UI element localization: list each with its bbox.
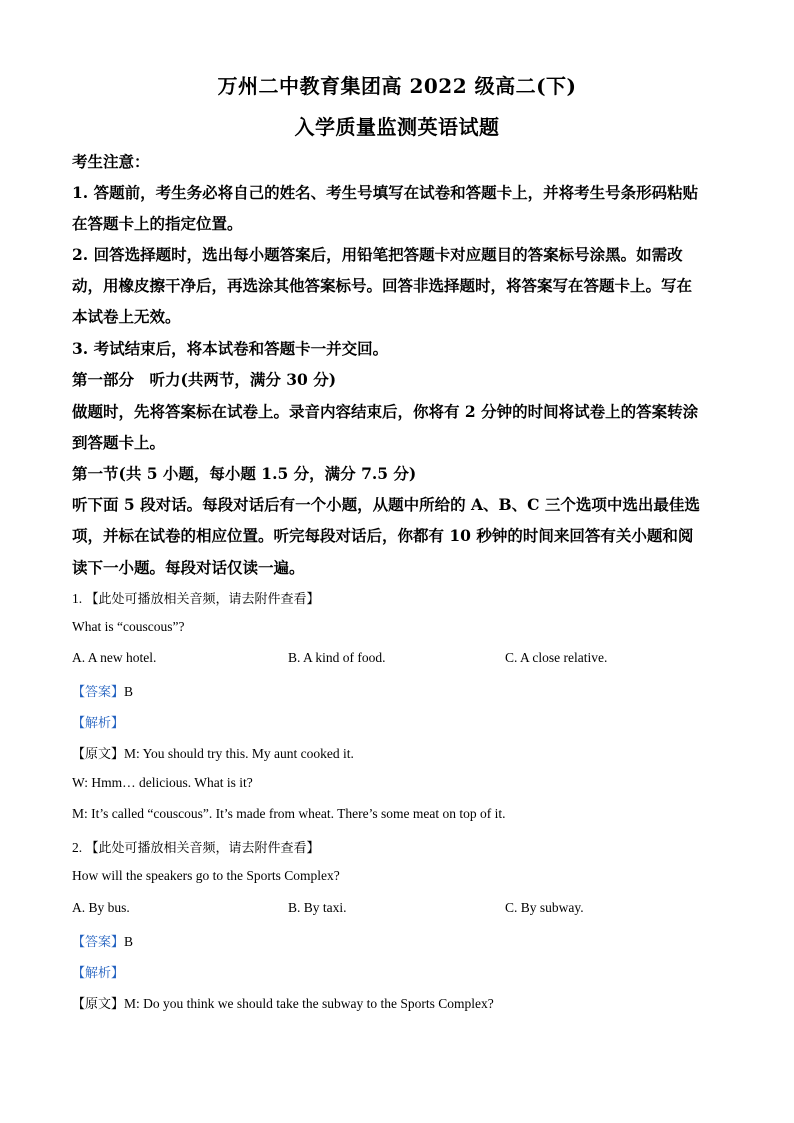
question-1-option-b: B. A kind of food. bbox=[288, 650, 386, 665]
question-1-option-c: C. A close relative. bbox=[505, 650, 608, 665]
question-1-option-a: A. A new hotel. bbox=[72, 650, 157, 665]
section-1-desc-line-1: 听下面 5 段对话。每段对话后有一个小题，从题中所给的 A、B、C 三个选项中选出最佳选 bbox=[72, 495, 700, 514]
section-1-heading: 第一节(共 5 小题，每小题 1.5 分，满分 7.5 分) bbox=[72, 464, 417, 483]
notice-item-2-line-3: 本试卷上无效。 bbox=[72, 307, 181, 326]
answer-value: B bbox=[124, 684, 134, 699]
section-1-desc-line-3: 读下一小题。每段对话仅读一遍。 bbox=[72, 558, 305, 577]
question-2-option-b: B. By taxi. bbox=[288, 900, 347, 915]
notice-item-2-line-2: 动，用橡皮擦干净后，再选涂其他答案标号。回答非选择题时，将答案写在答题卡上。写在 bbox=[72, 276, 693, 295]
answer-label: 【答案】 bbox=[72, 685, 125, 700]
question-2-text: How will the speakers go to the Sports Complex? bbox=[72, 868, 340, 883]
notice-heading: 考生注意： bbox=[72, 152, 150, 171]
question-1-transcript-line-1 bbox=[72, 743, 354, 762]
notice-item-1-line-1: 1. 答题前，考生务必将自己的姓名、考生号填写在试卷和答题卡上，并将考生号条形码粘贴 bbox=[72, 183, 699, 202]
section-1-desc-line-2: 项，并标在试卷的相应位置。听完每段对话后，你都有 10 秒钟的时间来回答有关小题和阅 bbox=[72, 526, 694, 545]
audio-note[interactable]: 【此处可播放相关音频，请去附件查看】 bbox=[85, 841, 320, 856]
question-1-transcript-line-2: W: Hmm… delicious. What is it? bbox=[72, 775, 253, 790]
question-2-analysis bbox=[72, 962, 124, 981]
answer-value: B bbox=[124, 934, 134, 949]
analysis-label: 【解析】 bbox=[72, 716, 125, 731]
part-1-desc-line-2: 到答题卡上。 bbox=[72, 433, 166, 452]
question-2-transcript-line-1 bbox=[72, 993, 494, 1012]
question-1-text: What is “couscous”? bbox=[72, 619, 185, 634]
question-2-option-a: A. By bus. bbox=[72, 900, 130, 915]
question-1-analysis bbox=[72, 712, 124, 731]
question-number: 1. bbox=[72, 591, 83, 606]
notice-item-1-line-2: 在答题卡上的指定位置。 bbox=[72, 214, 243, 233]
question-1-answer bbox=[72, 681, 133, 700]
question-number: 2. bbox=[72, 840, 83, 855]
question-1-transcript-line-3: M: It’s called “couscous”. It’s made from wheat. There’s some meat on top of it. bbox=[72, 806, 506, 821]
notice-item-2-line-1: 2. 回答选择题时，选出每小题答案后，用铅笔把答题卡对应题目的答案标号涂黑。如需改 bbox=[72, 245, 683, 264]
transcript-text: M: You should try this. My aunt cooked it. bbox=[124, 746, 354, 761]
part-1-heading: 第一部分 听力(共两节，满分 30 分) bbox=[72, 370, 337, 389]
part-1-desc-line-1: 做题时，先将答案标在试卷上。录音内容结束后，你将有 2 分钟的时间将试卷上的答案转涂 bbox=[72, 402, 699, 421]
question-2-option-c: C. By subway. bbox=[505, 900, 584, 915]
answer-label: 【答案】 bbox=[72, 935, 125, 950]
audio-note[interactable]: 【此处可播放相关音频，请去附件查看】 bbox=[85, 592, 320, 607]
analysis-label: 【解析】 bbox=[72, 966, 125, 981]
question-2-answer bbox=[72, 931, 133, 950]
transcript-text: M: Do you think we should take the subway to the Sports Complex? bbox=[124, 996, 494, 1011]
original-label: 【原文】 bbox=[72, 997, 125, 1012]
notice-item-3-line-1: 3. 考试结束后，将本试卷和答题卡一并交回。 bbox=[72, 339, 389, 358]
question-2-header bbox=[72, 837, 320, 856]
original-label: 【原文】 bbox=[72, 747, 125, 762]
exam-title: 万州二中教育集团高 2022 级高二(下) bbox=[217, 74, 577, 98]
question-1-header bbox=[72, 588, 320, 607]
exam-subtitle: 入学质量监测英语试题 bbox=[294, 115, 500, 139]
